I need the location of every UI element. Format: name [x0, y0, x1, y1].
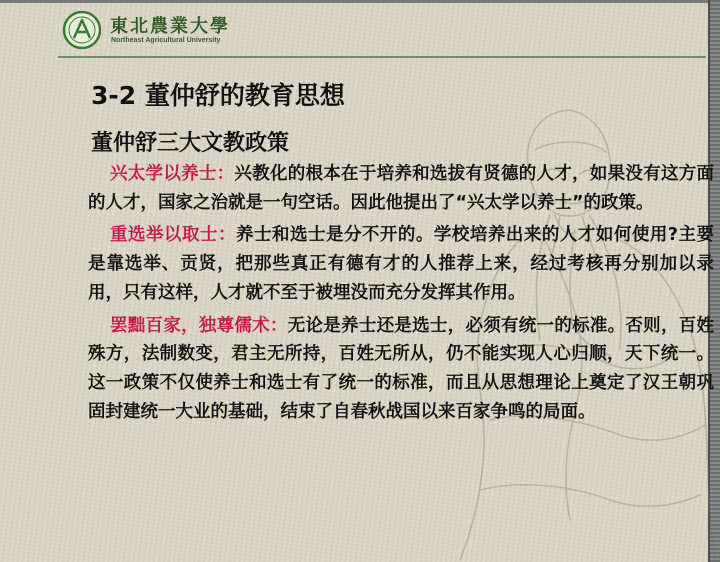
university-name-en: Northeast Agricultural University [111, 37, 221, 44]
university-logo-icon [62, 10, 102, 50]
policy-keyword-2: 重选举以取士： [110, 225, 236, 246]
header-divider [58, 56, 706, 58]
policy-keyword-3: 罢黜百家，独尊儒术： [110, 315, 288, 336]
university-header [58, 10, 258, 54]
policy-paragraph-1 [88, 160, 714, 217]
policy-paragraph-3 [88, 312, 714, 427]
policy-keyword-1: 兴太学以养士： [110, 164, 235, 184]
slide-subtitle: 董仲舒三大文教政策 [91, 131, 290, 156]
policy-text-2: 养士和选士是分不开的。学校培养出来的人才如何使用?主要是靠选举、贡贤，把那些真正有德有才的人推荐上来，经过考核再分别加以录用，只有这样，人才就不至于被埋没而充分发挥其作用。 [88, 225, 714, 303]
policy-paragraph-2 [88, 221, 714, 307]
slide-title: 3-2 董仲舒的教育思想 [91, 81, 345, 110]
policy-text-3: 无论是养士还是选士，必须有统一的标准。否则，百姓殊方，法制数变，君主无所持，百姓无所从，仍不能实现人心归顺，天下统一。这一政策不仅使养士和选士有了统一的标准，而且从思想理论上奠定了汉王朝巩固封建统一大业的基础，结束了自春秋战国以来百家争鸣的局面。 [88, 315, 715, 422]
policies-body [88, 160, 714, 430]
policy-text-1: 兴教化的根本在于培养和选拔有贤德的人才，如果没有这方面的人才，国家之治就是一句空话。因此他提出了“兴太学以养士”的政策。 [88, 164, 715, 213]
university-name-cn: 東北農業大學 [110, 16, 230, 37]
top-border [0, 0, 720, 3]
